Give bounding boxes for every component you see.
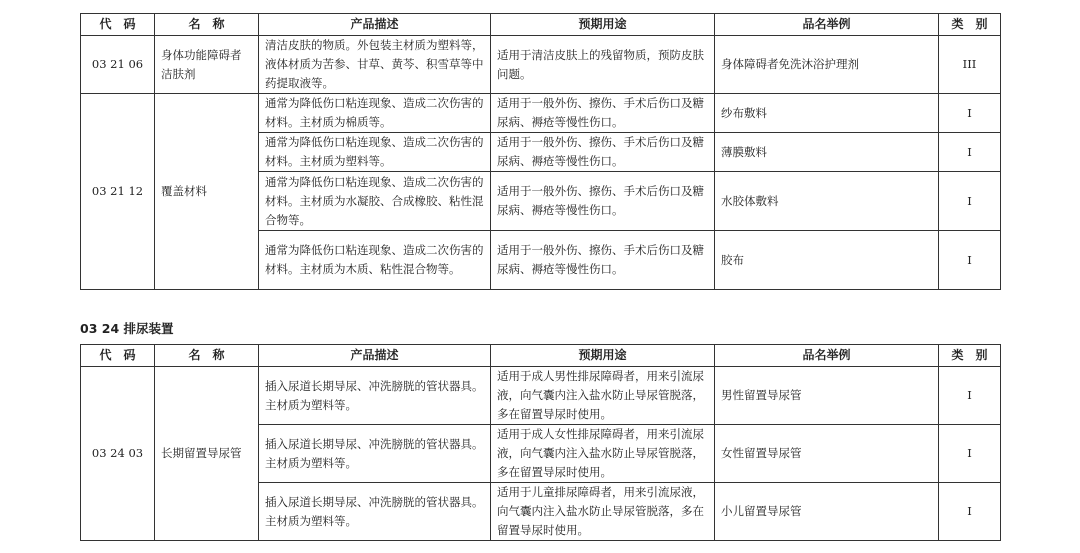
product-example: 小儿留置导尿管: [715, 483, 939, 541]
table-header-row: [81, 345, 1001, 367]
table-header-row: [81, 14, 1001, 36]
product-example: 身体障碍者免洗沐浴护理剂: [715, 36, 939, 94]
header-use: 预期用途: [491, 14, 715, 36]
intended-use: 适用于一般外伤、擦伤、手术后伤口及糖尿病、褥疮等慢性伤口。: [491, 94, 715, 133]
section-title: 03 24 排尿装置: [80, 321, 174, 336]
table-row: [81, 367, 1001, 425]
header-desc: 产品描述: [259, 345, 491, 367]
product-description: 插入尿道长期导尿、冲洗膀胱的管状器具。主材质为塑料等。: [259, 425, 491, 483]
product-class: III: [939, 36, 1001, 94]
header-code: 代 码: [81, 345, 155, 367]
table-row: [81, 36, 1001, 94]
product-class: I: [939, 133, 1001, 172]
product-name: 身体功能障碍者洁肤剂: [155, 36, 259, 94]
product-example: 男性留置导尿管: [715, 367, 939, 425]
product-example: 胶布: [715, 231, 939, 290]
header-code: 代 码: [81, 14, 155, 36]
product-example: 女性留置导尿管: [715, 425, 939, 483]
product-class: I: [939, 425, 1001, 483]
product-description: 插入尿道长期导尿、冲洗膀胱的管状器具。主材质为塑料等。: [259, 483, 491, 541]
intended-use: 适用于一般外伤、擦伤、手术后伤口及糖尿病、褥疮等慢性伤口。: [491, 231, 715, 290]
header-name: 名 称: [155, 14, 259, 36]
product-example: 薄膜敷料: [715, 133, 939, 172]
product-class: I: [939, 367, 1001, 425]
header-name: 名 称: [155, 345, 259, 367]
header-desc: 产品描述: [259, 14, 491, 36]
product-code: 03 21 06: [81, 36, 155, 94]
product-example: 纱布敷料: [715, 94, 939, 133]
intended-use: 适用于一般外伤、擦伤、手术后伤口及糖尿病、褥疮等慢性伤口。: [491, 133, 715, 172]
classification-table-0324: [80, 344, 1001, 541]
intended-use: 适用于成人女性排尿障碍者，用来引流尿液，向气囊内注入盐水防止导尿管脱落，多在留置导尿时使用。: [491, 425, 715, 483]
table-row: [81, 94, 1001, 133]
product-class: I: [939, 231, 1001, 290]
product-description: 通常为降低伤口粘连现象、造成二次伤害的材料。主材质为木质、粘性混合物等。: [259, 231, 491, 290]
header-example: 品名举例: [715, 14, 939, 36]
product-class: I: [939, 172, 1001, 231]
intended-use: 适用于儿童排尿障碍者，用来引流尿液，向气囊内注入盐水防止导尿管脱落，多在留置导尿时使用。: [491, 483, 715, 541]
intended-use: 适用于成人男性排尿障碍者，用来引流尿液，向气囊内注入盐水防止导尿管脱落，多在留置导尿时使用。: [491, 367, 715, 425]
product-description: 通常为降低伤口粘连现象、造成二次伤害的材料。主材质为塑料等。: [259, 133, 491, 172]
product-code: 03 21 12: [81, 94, 155, 290]
product-description: 通常为降低伤口粘连现象、造成二次伤害的材料。主材质为棉质等。: [259, 94, 491, 133]
product-description: 插入尿道长期导尿、冲洗膀胱的管状器具。主材质为塑料等。: [259, 367, 491, 425]
classification-table-0321: [80, 13, 1001, 290]
product-name: 覆盖材料: [155, 94, 259, 290]
product-description: 通常为降低伤口粘连现象、造成二次伤害的材料。主材质为水凝胶、合成橡胶、粘性混合物等。: [259, 172, 491, 231]
header-example: 品名举例: [715, 345, 939, 367]
header-class: 类 别: [939, 14, 1001, 36]
product-class: I: [939, 94, 1001, 133]
product-class: I: [939, 483, 1001, 541]
header-class: 类 别: [939, 345, 1001, 367]
intended-use: 适用于清洁皮肤上的残留物质，预防皮肤问题。: [491, 36, 715, 94]
product-code: 03 24 03: [81, 367, 155, 541]
product-name: 长期留置导尿管: [155, 367, 259, 541]
header-use: 预期用途: [491, 345, 715, 367]
intended-use: 适用于一般外伤、擦伤、手术后伤口及糖尿病、褥疮等慢性伤口。: [491, 172, 715, 231]
product-description: 清洁皮肤的物质。外包装主材质为塑料等，液体材质为苦参、甘草、黄芩、积雪草等中药提取液等。: [259, 36, 491, 94]
product-example: 水胶体敷料: [715, 172, 939, 231]
